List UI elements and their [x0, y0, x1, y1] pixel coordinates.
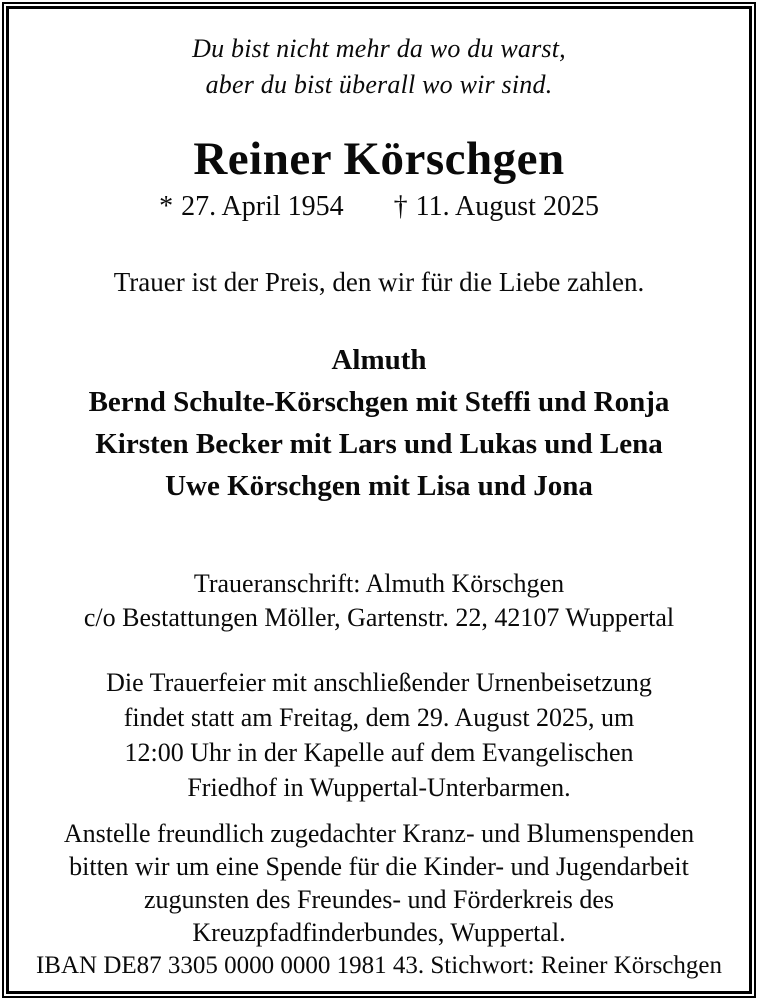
life-dates	[9, 189, 749, 225]
service-line-3: 12:00 Uhr in der Kapelle auf dem Evangelischen	[124, 738, 634, 767]
donation-line-3: zugunsten des Freundes- und Förderkreis des	[143, 885, 615, 914]
deceased-name: Reiner Körschgen	[193, 133, 565, 185]
donation-line-1: Anstelle freundlich zugedachter Kranz- und Blumenspenden	[63, 819, 695, 848]
service-line-4: Friedhof in Wuppertal-Unterbarmen.	[187, 773, 571, 802]
donation-info	[9, 817, 749, 982]
family-line-1: Almuth	[331, 344, 427, 376]
death-date	[394, 189, 599, 225]
epigraph-line-2: aber du bist überall wo wir sind.	[205, 70, 553, 99]
funeral-service-info	[9, 665, 749, 805]
address-line-1: Traueranschrift: Almuth Körschgen	[193, 569, 565, 598]
death-date-text: 11. August 2025	[415, 191, 599, 222]
address-line-2: c/o Bestattungen Möller, Gartenstr. 22, 42107 Wuppertal	[83, 603, 675, 632]
family-line-4: Uwe Körschgen mit Lisa und Jona	[165, 470, 593, 502]
obituary-content	[9, 9, 749, 991]
donation-line-2: bitten wir um eine Spende für die Kinder- und Jugendarbeit	[69, 852, 689, 881]
family-names	[9, 339, 749, 507]
iban-line: IBAN DE87 3305 0000 0000 1981 43. Stichwort: Reiner Körschgen	[35, 952, 723, 979]
service-line-2: findet statt am Freitag, dem 29. August 2025, um	[123, 703, 635, 732]
epigraph-line-1: Du bist nicht mehr da wo du warst,	[192, 34, 566, 63]
service-line-1: Die Trauerfeier mit anschließender Urnenbeisetzung	[106, 668, 652, 697]
epigraph	[9, 31, 749, 103]
family-line-2: Bernd Schulte-Körschgen mit Steffi und Ronja	[88, 386, 670, 418]
birth-star-symbol: *	[159, 191, 174, 222]
birth-date	[159, 189, 344, 225]
death-dagger-symbol: †	[393, 191, 408, 222]
birth-date-text: 27. April 1954	[181, 191, 344, 222]
mourning-address	[9, 567, 749, 635]
donation-line-4: Kreuzpfadfinderbundes, Wuppertal.	[192, 918, 566, 947]
family-line-3: Kirsten Becker mit Lars und Lukas und Lena	[95, 428, 663, 460]
mourning-quote: Trauer ist der Preis, den wir für die Liebe zahlen.	[113, 267, 645, 297]
